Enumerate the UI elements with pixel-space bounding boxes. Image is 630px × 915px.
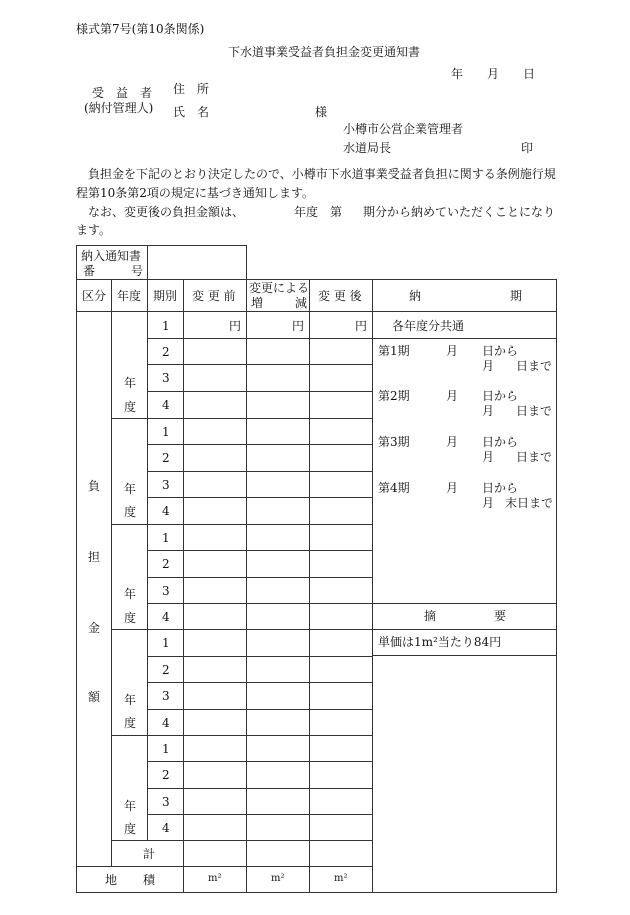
notice-label-bottom-b: 号 (131, 264, 144, 278)
period-2-month: 月 (446, 389, 459, 403)
year-group-5-nen: 年 (124, 799, 137, 813)
period-2-from: 日から (482, 389, 519, 403)
area-label-a: 地 (105, 873, 118, 887)
kubun-char-2: 担 (88, 550, 101, 564)
year-group-5-do: 度 (124, 822, 137, 836)
form-id: 様式第7号(第10条関係) (76, 22, 205, 36)
header-kubun: 区分 (82, 289, 107, 303)
date-year: 年 (451, 67, 464, 81)
period-number: 1 (162, 319, 170, 333)
common-label: 各年度分共通 (392, 319, 465, 333)
yen-after: 円 (355, 319, 368, 333)
period-3-until: 日まで (516, 450, 553, 464)
header-change-top: 変更による (249, 281, 310, 295)
header-after: 変 更 後 (318, 289, 362, 303)
date-month: 月 (487, 67, 500, 81)
period-2-label: 第2期 (378, 389, 410, 403)
notice-label-bottom-a: 番 (83, 264, 96, 278)
name-label: 氏 名 (173, 105, 210, 119)
period-number: 3 (162, 795, 170, 809)
period-number: 3 (162, 371, 170, 385)
period-3-month2: 月 (482, 450, 495, 464)
summary-header-b: 要 (494, 609, 507, 623)
period-number: 4 (162, 398, 170, 412)
year-group-2-nen: 年 (124, 482, 137, 496)
body-line3b: 年度 第 (294, 205, 343, 219)
period-number: 3 (162, 584, 170, 598)
period-number: 3 (162, 478, 170, 492)
body-line2: 程第10条第2項の規定に基づき通知します。 (76, 186, 314, 200)
area-label-b: 積 (143, 873, 156, 887)
area-unit-after: m² (334, 873, 348, 884)
body-line4: ます。 (76, 223, 112, 237)
period-3-month: 月 (446, 435, 459, 449)
issuer-line2: 水道局長 (343, 141, 392, 155)
unit-price: 単価は1m²当たり84円 (378, 635, 502, 649)
period-number: 2 (162, 663, 170, 677)
period-number: 4 (162, 821, 170, 835)
period-3-from: 日から (482, 435, 519, 449)
yen-before: 円 (229, 319, 242, 333)
header-ki: 期 (510, 289, 523, 303)
body-line1: 負担金を下記のとおり決定したので、小樽市下水道事業受益者負担に関する条例施行規 (88, 167, 556, 181)
period-1-month: 月 (446, 344, 459, 358)
issuer-line1: 小樽市公営企業管理者 (343, 122, 464, 136)
header-change-bottom-a: 増 (251, 296, 264, 310)
header-change-bottom-b: 減 (295, 296, 308, 310)
period-2-until: 日まで (516, 404, 553, 418)
period-1-label: 第1期 (378, 344, 410, 358)
area-unit-change: m² (271, 873, 285, 884)
yen-change: 円 (292, 319, 305, 333)
body-line3a: なお、変更後の負担金額は、 (88, 205, 245, 219)
kubun-char-4: 額 (88, 690, 101, 704)
period-4-month: 月 (446, 481, 459, 495)
period-4-month2: 月 (482, 496, 495, 510)
header-nou: 納 (409, 289, 422, 303)
period-number: 4 (162, 610, 170, 624)
period-1-until: 日まで (516, 359, 553, 373)
recipient-role: 受 益 者 (92, 86, 153, 100)
period-number: 3 (162, 689, 170, 703)
year-group-1-nen: 年 (124, 376, 137, 390)
year-group-4-do: 度 (124, 716, 137, 730)
period-1-from: 日から (482, 344, 519, 358)
period-number: 4 (162, 716, 170, 730)
period-number: 1 (162, 425, 170, 439)
header-kibetsu: 期別 (153, 289, 178, 303)
body-line3c: 期分から納めていただくことになり (363, 205, 556, 219)
period-4-from: 日から (482, 481, 519, 495)
area-unit-before: m² (208, 873, 222, 884)
total-label: 計 (143, 847, 156, 861)
period-1-month2: 月 (482, 359, 495, 373)
year-group-4-nen: 年 (124, 693, 137, 707)
period-number: 2 (162, 345, 170, 359)
kubun-char-1: 負 (88, 479, 101, 493)
period-number: 2 (162, 768, 170, 782)
period-4-label: 第4期 (378, 481, 410, 495)
year-group-1-do: 度 (124, 400, 137, 414)
period-number: 1 (162, 531, 170, 545)
period-number: 2 (162, 451, 170, 465)
year-group-3-do: 度 (124, 611, 137, 625)
address-label: 住 所 (173, 82, 210, 96)
year-group-2-do: 度 (124, 505, 137, 519)
period-number: 2 (162, 557, 170, 571)
kubun-char-3: 金 (88, 621, 101, 635)
summary-header-a: 摘 (424, 609, 437, 623)
notice-label-top: 納入通知書 (81, 249, 142, 263)
header-nendo: 年度 (117, 289, 142, 303)
issuer-seal: 印 (521, 141, 534, 155)
period-4-until: 末日まで (505, 496, 554, 510)
period-number: 1 (162, 742, 170, 756)
period-number: 4 (162, 504, 170, 518)
header-before: 変 更 前 (192, 289, 236, 303)
date-day: 日 (523, 67, 536, 81)
period-2-month2: 月 (482, 404, 495, 418)
year-group-3-nen: 年 (124, 587, 137, 601)
document-title: 下水道事業受益者負担金変更通知書 (228, 45, 421, 59)
honorific: 様 (315, 105, 328, 119)
period-3-label: 第3期 (378, 435, 410, 449)
period-number: 1 (162, 636, 170, 650)
recipient-role-sub: (納付管理人) (84, 101, 154, 115)
